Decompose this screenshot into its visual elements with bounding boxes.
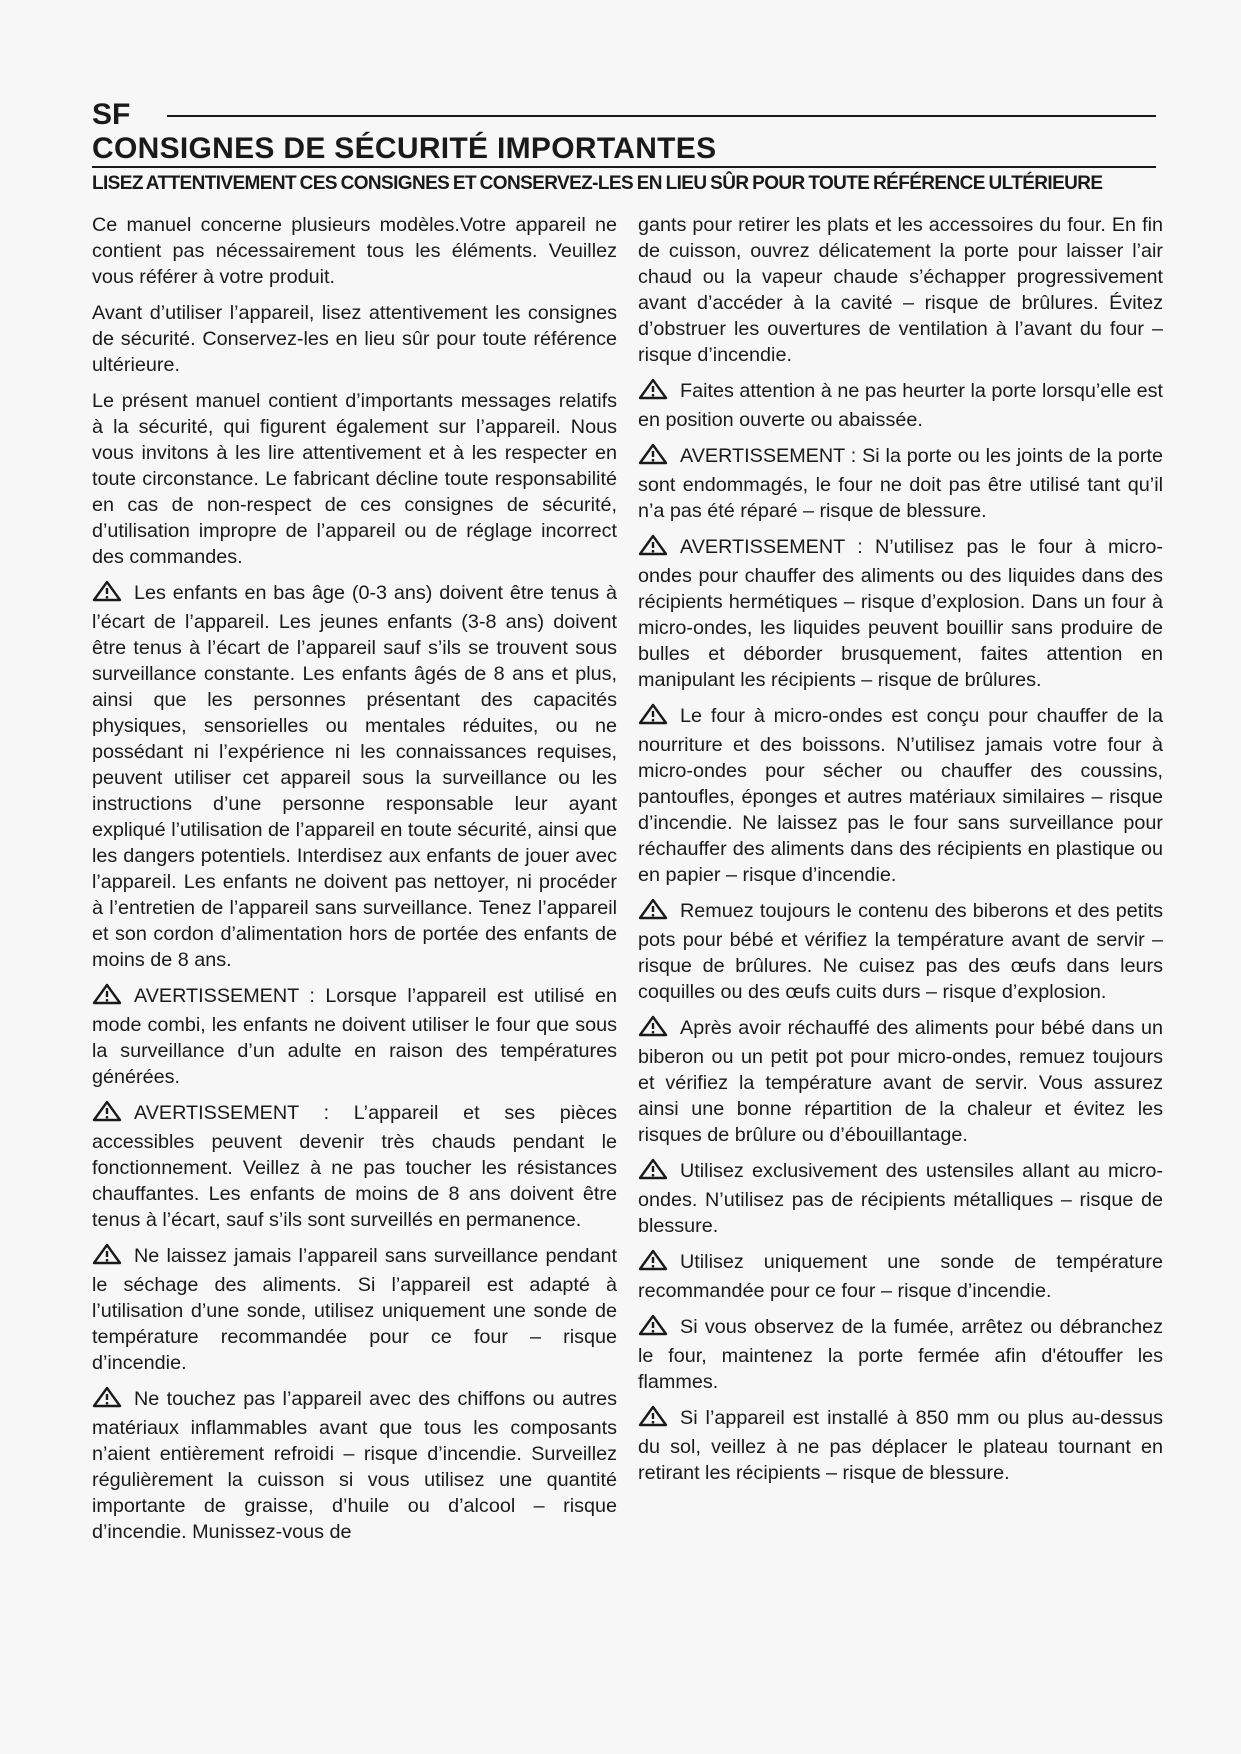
language-code: SF — [92, 98, 131, 131]
paragraph-text: Remuez toujours le contenu des biberons et des petits pots pour bébé et vérifiez la température avant de servir – risque de brûlures. Ne cuisez pas des œufs dans leurs coquilles ou des œufs cuits durs – risque d’explosion. — [638, 900, 1163, 1003]
warning-paragraph — [638, 1015, 1163, 1148]
paragraph-text: Ne touchez pas l’appareil avec des chiffons ou autres matériaux inflammables avant que tous les composants n’aient entièrement refroidi – risque d’incendie. Surveillez régulièrement la cuisson si vous utilisez une quantité importante de graisse, d’huile ou d’alcool – risque d’incendie. Munissez-vous de — [92, 1388, 617, 1543]
paragraph-text: Utilisez uniquement une sonde de température recommandée pour ce four – risque d’incendie. — [638, 1251, 1163, 1302]
warning-triangle-icon — [638, 378, 668, 407]
warning-triangle-icon — [92, 1100, 122, 1129]
right-column — [638, 212, 1163, 1496]
paragraph-text: Les enfants en bas âge (0-3 ans) doivent être tenus à l’écart de l’appareil. Les jeunes enfants (3-8 ans) doivent être tenus à l’écart de l’appareil sauf s’ils se trouvent sous surveillance constante. Les enfants âgés de 8 ans et plus, ainsi que les personnes présentant des capacités physiques, sensorielles ou mentales réduites, ou ne possédant ni l’expérience ni les connaissances requises, peuvent utiliser cet appareil sous la surveillance ou les instructions d’une personne responsable leur ayant expliqué l’utilisation de l’appareil en toute sécurité, ainsi que les dangers potentiels. Interdisez aux enfants de jouer avec l’appareil. Les enfants ne doivent pas nettoyer, ni procéder à l’entretien de l’appareil sans surveillance. Tenez l’appareil et son cordon d’alimentation hors de portée des enfants de moins de 8 ans. — [92, 582, 617, 971]
paragraph — [92, 300, 617, 378]
warning-paragraph — [638, 378, 1163, 433]
warning-paragraph — [638, 534, 1163, 693]
paragraph — [92, 212, 617, 290]
header-rule — [167, 115, 1156, 117]
paragraph — [638, 212, 1163, 368]
paragraph-text: AVERTISSEMENT : L’appareil et ses pièces accessibles peuvent devenir très chauds pendant le fonctionnement. Veillez à ne pas toucher les résistances chauffantes. Les enfants de moins de 8 ans doivent être tenus à l’écart, sauf s’ils sont surveillés en permanence. — [92, 1102, 617, 1231]
warning-paragraph — [92, 1386, 617, 1545]
page-subtitle: LISEZ ATTENTIVEMENT CES CONSIGNES ET CONSERVEZ-LES EN LIEU SÛR POUR TOUTE RÉFÉRENCE ULTÉRIEURE — [92, 173, 1103, 194]
paragraph-text: Si l’appareil est installé à 850 mm ou plus au-dessus du sol, veillez à ne pas déplacer le plateau tournant en retirant les récipients – risque de blessure. — [638, 1407, 1163, 1484]
warning-triangle-icon — [638, 1249, 668, 1278]
paragraph-text: Le four à micro-ondes est conçu pour chauffer de la nourriture et des boissons. N’utilisez jamais votre four à micro-ondes pour sécher ou chauffer des coussins, pantoufles, éponges et autres matériaux similaires – risque d’incendie. Ne laissez pas le four sans surveillance pour réchauffer des aliments dans des récipients en plastique ou en papier – risque d’incendie. — [638, 705, 1163, 886]
warning-paragraph — [638, 443, 1163, 524]
title-rule — [92, 166, 1156, 168]
paragraph-text: Utilisez exclusivement des ustensiles allant au micro-ondes. N’utilisez pas de récipients métalliques – risque de blessure. — [638, 1160, 1163, 1237]
warning-paragraph — [638, 703, 1163, 888]
warning-paragraph — [92, 1243, 617, 1376]
warning-paragraph — [638, 1158, 1163, 1239]
warning-paragraph — [638, 1314, 1163, 1395]
paragraph-text: gants pour retirer les plats et les accessoires du four. En fin de cuisson, ouvrez délicatement la porte pour laisser l’air chaud ou la vapeur chaude s’échapper progressivement avant d’accéder à la cavité – risque de brûlures. Évitez d’obstruer les ouvertures de ventilation à l’avant du four – risque d’incendie. — [638, 214, 1163, 366]
warning-paragraph — [638, 1405, 1163, 1486]
warning-paragraph — [92, 1100, 617, 1233]
paragraph-text: Avant d’utiliser l’appareil, lisez attentivement les consignes de sécurité. Conservez-les en lieu sûr pour toute référence ultérieure. — [92, 302, 617, 376]
warning-paragraph — [638, 898, 1163, 1005]
warning-triangle-icon — [638, 1158, 668, 1187]
paragraph-text: Ce manuel concerne plusieurs modèles.Votre appareil ne contient pas nécessairement tous les éléments. Veuillez vous référer à votre produit. — [92, 214, 617, 288]
paragraph-text: AVERTISSEMENT : Lorsque l’appareil est utilisé en mode combi, les enfants ne doivent utiliser le four que sous la surveillance d’un adulte en raison des températures générées. — [92, 985, 617, 1088]
warning-paragraph — [92, 580, 617, 973]
paragraph — [92, 388, 617, 570]
paragraph-text: Si vous observez de la fumée, arrêtez ou débranchez le four, maintenez la porte fermée afin d'étouffer les flammes. — [638, 1316, 1163, 1393]
warning-paragraph — [92, 983, 617, 1090]
paragraph-text: Le présent manuel contient d’importants messages relatifs à la sécurité, qui figurent également sur l’appareil. Nous vous invitons à les lire attentivement et à les respecter en toute circonstance. Le fabricant décline toute responsabilité en cas de non-respect de ces consignes de sécurité, d’utilisation impropre de l’appareil ou de réglage incorrect des commandes. — [92, 390, 617, 568]
warning-triangle-icon — [92, 580, 122, 609]
warning-triangle-icon — [638, 1015, 668, 1044]
warning-triangle-icon — [92, 983, 122, 1012]
paragraph-text: AVERTISSEMENT : Si la porte ou les joints de la porte sont endommagés, le four ne doit pas être utilisé tant qu’il n’a pas été réparé – risque de blessure. — [638, 445, 1163, 522]
paragraph-text: Faites attention à ne pas heurter la porte lorsqu’elle est en position ouverte ou abaissée. — [638, 380, 1163, 431]
warning-triangle-icon — [638, 1405, 668, 1434]
warning-triangle-icon — [638, 443, 668, 472]
warning-triangle-icon — [638, 703, 668, 732]
left-column — [92, 212, 617, 1555]
page-title: CONSIGNES DE SÉCURITÉ IMPORTANTES — [92, 132, 717, 165]
warning-triangle-icon — [92, 1243, 122, 1272]
paragraph-text: Après avoir réchauffé des aliments pour bébé dans un biberon ou un petit pot pour micro-ondes, remuez toujours et vérifiez la température avant de servir. Vous assurez ainsi une bonne répartition de la chaleur et évitez les risques de brûlure ou d’ébouillantage. — [638, 1017, 1163, 1146]
warning-triangle-icon — [92, 1386, 122, 1415]
warning-triangle-icon — [638, 1314, 668, 1343]
language-header — [92, 96, 1156, 134]
paragraph-text: Ne laissez jamais l’appareil sans surveillance pendant le séchage des aliments. Si l’appareil est adapté à l’utilisation d’une sonde, utilisez uniquement une sonde de température recommandée pour ce four – risque d’incendie. — [92, 1245, 617, 1374]
warning-triangle-icon — [638, 534, 668, 563]
warning-triangle-icon — [638, 898, 668, 927]
paragraph-text: AVERTISSEMENT : N’utilisez pas le four à micro-ondes pour chauffer des aliments ou des liquides dans des récipients hermétiques – risque d’explosion. Dans un four à micro-ondes, les liquides peuvent bouillir sans produire de bulles et déborder brusquement, faites attention en manipulant les récipients – risque de brûlures. — [638, 536, 1163, 691]
warning-paragraph — [638, 1249, 1163, 1304]
